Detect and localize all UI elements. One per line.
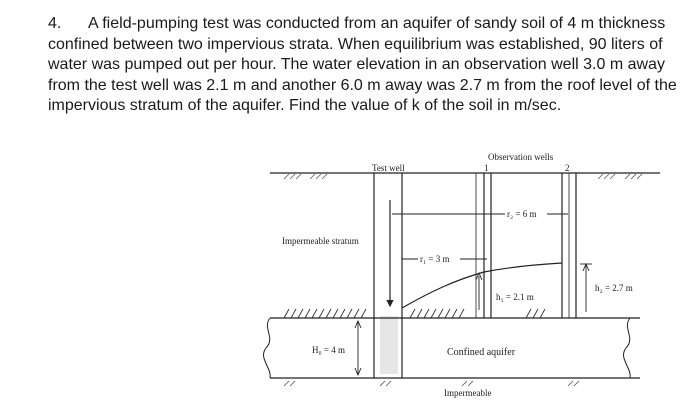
ground-hatch-left — [284, 174, 327, 179]
aquifer-right-break — [624, 318, 631, 378]
test-well — [374, 173, 402, 378]
question-number: 4. — [48, 15, 62, 32]
r1-label: r₁ = 3 m — [420, 254, 450, 264]
h1-dimension — [476, 273, 482, 310]
well-2-number: 2 — [565, 163, 570, 173]
impermeable-stratum-label: Impermeable stratum — [282, 236, 359, 246]
h2-dimension — [580, 264, 592, 312]
test-well-label: Test well — [372, 163, 405, 173]
bottom-hatch — [284, 381, 579, 386]
h2-label: h₂ = 2.7 m — [595, 283, 633, 293]
observation-wells-label: Observation wells — [488, 152, 554, 162]
well-1-number: 1 — [484, 163, 489, 173]
upper-confining-hatch — [284, 309, 545, 318]
h1-label: h₁ = 2.1 m — [496, 292, 534, 302]
observation-well-2 — [562, 173, 576, 318]
r2-label: r₂ = 6 m — [507, 209, 537, 219]
observation-well-1 — [476, 173, 491, 318]
drawdown-curve — [402, 263, 562, 308]
impermeable-bottom-label: Impermeable — [444, 388, 492, 398]
h0-dimension — [355, 321, 361, 375]
question-body: A field-pumping test was conducted from an aquifer of sandy soil of 4 m thickness confined between two impervious strata. When equilibrium was established, 90 liters of water was pumped out per hour. The water elevation in an observation well 3.0 m away from the test well was 2.1 m and another 6.0 m away was 2.7 m from the roof level of the impervious stratum of the aquifer. Find the value of k of the soil in m/sec. — [48, 15, 677, 115]
confined-aquifer-label: Confined aquifer — [447, 347, 516, 358]
ground-hatch-right — [598, 174, 642, 179]
h0-label: H₀ = 4 m — [312, 345, 345, 355]
aquifer-left-break — [264, 318, 271, 378]
